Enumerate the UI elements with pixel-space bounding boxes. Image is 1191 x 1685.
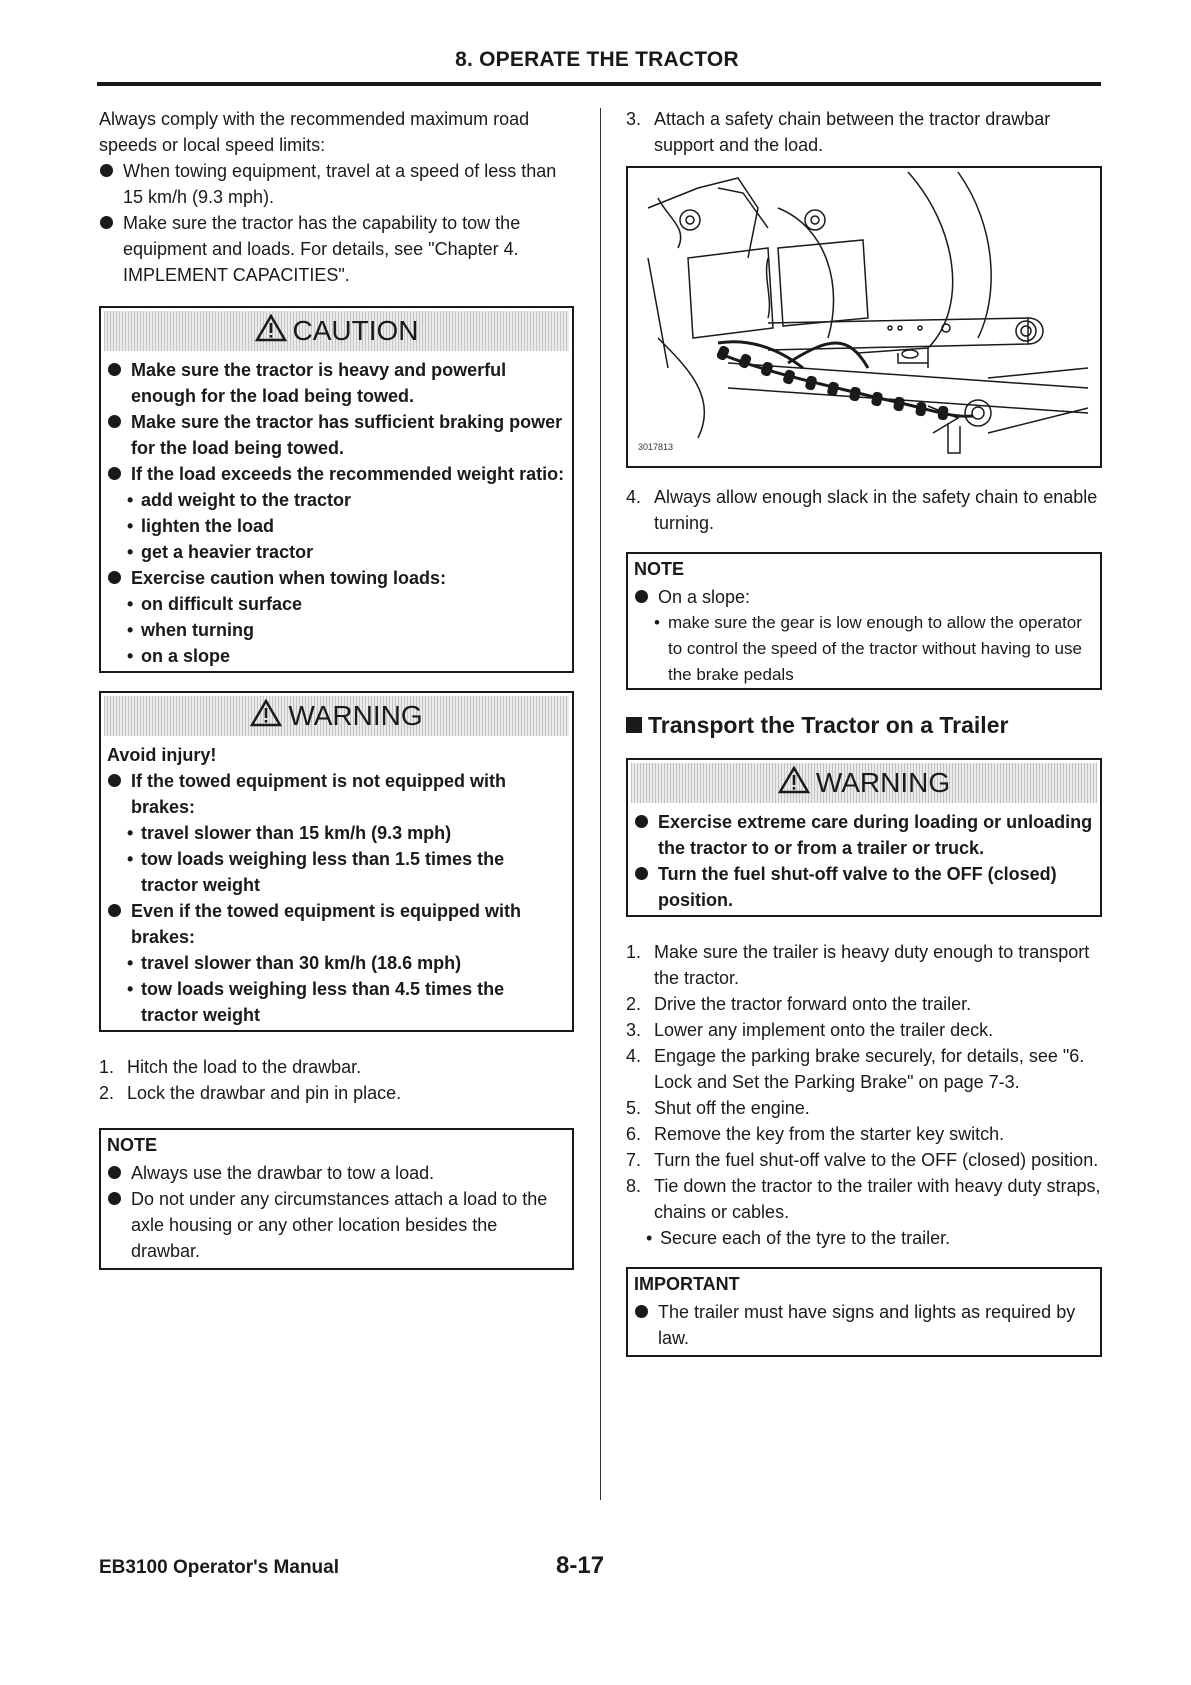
step-number: 5. bbox=[626, 1098, 642, 1118]
left-steps bbox=[99, 1054, 574, 1106]
important-bullet: The trailer must have signs and lights as required by law. bbox=[634, 1299, 1094, 1351]
warning-sub-item: • travel slower than 15 km/h (9.3 mph) bbox=[107, 820, 566, 846]
caution-header bbox=[104, 311, 569, 351]
step-item bbox=[626, 1147, 1102, 1173]
note-box bbox=[626, 552, 1102, 690]
step-text: Lock the drawbar and pin in place. bbox=[127, 1083, 402, 1103]
square-bullet-icon bbox=[626, 717, 642, 733]
right-steps bbox=[626, 939, 1102, 1251]
step-item bbox=[626, 1121, 1102, 1147]
section-heading bbox=[626, 710, 1102, 740]
intro-bullet: When towing equipment, travel at a speed of less than 15 km/h (9.3 mph). bbox=[99, 158, 574, 210]
warning-triangle-icon bbox=[250, 698, 282, 738]
warning-lead: Avoid injury! bbox=[107, 745, 217, 765]
caution-bullet: If the load exceeds the recommended weight ratio: bbox=[107, 461, 566, 487]
step-item bbox=[99, 1054, 574, 1080]
caution-bullet: Make sure the tractor is heavy and powerful enough for the load being towed. bbox=[107, 357, 566, 409]
important-title: IMPORTANT bbox=[634, 1274, 740, 1294]
step-item bbox=[626, 106, 1102, 158]
warning-bullet: Even if the towed equipment is equipped with brakes: bbox=[107, 898, 566, 950]
warning-box bbox=[626, 758, 1102, 917]
step-number: 7. bbox=[626, 1150, 642, 1170]
warning-header bbox=[104, 696, 569, 736]
caution-bullet: Make sure the tractor has sufficient braking power for the load being towed. bbox=[107, 409, 566, 461]
manual-name: EB3100 Operator's Manual bbox=[99, 1557, 339, 1578]
step-text: Hitch the load to the drawbar. bbox=[127, 1057, 362, 1077]
caution-bullet: Exercise caution when towing loads: bbox=[107, 565, 566, 591]
step-text: Turn the fuel shut-off valve to the OFF (closed) position. bbox=[654, 1150, 1099, 1170]
step-number: 3. bbox=[626, 1020, 642, 1040]
step-item bbox=[626, 1095, 1102, 1121]
warning-header bbox=[631, 763, 1097, 803]
warning-title: WARNING bbox=[815, 767, 951, 798]
note-title: NOTE bbox=[634, 559, 685, 579]
step-text: Drive the tractor forward onto the trailer. bbox=[654, 994, 972, 1014]
step-number: 1. bbox=[626, 942, 642, 962]
drawbar-chain-illustration bbox=[626, 166, 1102, 468]
step-text: Remove the key from the starter key switch. bbox=[654, 1124, 1005, 1144]
page-number: 8-17 bbox=[556, 1552, 605, 1579]
caution-sub-item: • lighten the load bbox=[107, 513, 566, 539]
warning-sub-item: • tow loads weighing less than 4.5 times the tractor weight bbox=[107, 976, 566, 1028]
step-number: 6. bbox=[626, 1124, 642, 1144]
step-text: Always allow enough slack in the safety chain to enable turning. bbox=[654, 487, 1098, 533]
step-text: Attach a safety chain between the tractor drawbar support and the load. bbox=[654, 109, 1051, 155]
caution-sub-item: • add weight to the tractor bbox=[107, 487, 566, 513]
warning-box bbox=[99, 691, 574, 1032]
step-number: 4. bbox=[626, 487, 642, 507]
caution-sub-item: • get a heavier tractor bbox=[107, 539, 566, 565]
note-title: NOTE bbox=[107, 1135, 158, 1155]
step-text: Make sure the trailer is heavy duty enough to transport the tractor. bbox=[654, 942, 1090, 988]
caution-sub-item: • on a slope bbox=[107, 643, 566, 669]
step-number: 3. bbox=[626, 109, 642, 129]
caution-title: CAUTION bbox=[292, 315, 419, 346]
step-number: 4. bbox=[626, 1046, 642, 1066]
important-box bbox=[626, 1267, 1102, 1357]
step-number: 2. bbox=[99, 1083, 115, 1103]
note-bullet: Do not under any circumstances attach a load to the axle housing or any other location besides the drawbar. bbox=[107, 1186, 566, 1264]
note-box bbox=[99, 1128, 574, 1270]
warning-title: WARNING bbox=[288, 700, 423, 731]
caution-sub-item: • on difficult surface bbox=[107, 591, 566, 617]
note-sub-item: • make sure the gear is low enough to allow the operator to control the speed of the tractor without having to use the brake pedals bbox=[634, 610, 1094, 688]
step-number: 1. bbox=[99, 1057, 115, 1077]
step-text: Shut off the engine. bbox=[654, 1098, 810, 1118]
warning-triangle-icon bbox=[255, 313, 287, 353]
step-sub-item: • Secure each of the tyre to the trailer. bbox=[626, 1225, 1102, 1251]
note-bullet: Always use the drawbar to tow a load. bbox=[107, 1160, 566, 1186]
warning-bullet: Exercise extreme care during loading or unloading the tractor to or from a trailer or truck. bbox=[634, 809, 1094, 861]
step-number: 2. bbox=[626, 994, 642, 1014]
caution-box bbox=[99, 306, 574, 673]
right-column bbox=[626, 106, 1102, 1357]
intro-text: Always comply with the recommended maximum road speeds or local speed limits: bbox=[99, 109, 530, 155]
step-item bbox=[626, 1017, 1102, 1043]
step-text: Tie down the tractor to the trailer with heavy duty straps, chains or cables. bbox=[654, 1176, 1101, 1222]
left-column bbox=[99, 106, 574, 1270]
step-number: 8. bbox=[626, 1176, 642, 1196]
warning-bullet: If the towed equipment is not equipped with brakes: bbox=[107, 768, 566, 820]
step-item bbox=[626, 939, 1102, 991]
drawbar-chain-drawing bbox=[628, 168, 1100, 466]
caution-sub-item: • when turning bbox=[107, 617, 566, 643]
step-item bbox=[99, 1080, 574, 1106]
column-divider bbox=[600, 108, 601, 1500]
note-bullet: On a slope: bbox=[634, 584, 1094, 610]
page-title: 8. OPERATE THE TRACTOR bbox=[455, 48, 739, 71]
step-item bbox=[626, 484, 1102, 536]
step-item bbox=[626, 1043, 1102, 1095]
header-rule bbox=[97, 82, 1101, 86]
warning-triangle-icon bbox=[778, 765, 810, 805]
step-text: Lower any implement onto the trailer deck. bbox=[654, 1020, 994, 1040]
intro-bullet: Make sure the tractor has the capability to tow the equipment and loads. For details, see "Chapter 4. IMPLEMENT CAPACITIES". bbox=[99, 210, 574, 288]
warning-sub-item: • tow loads weighing less than 1.5 times the tractor weight bbox=[107, 846, 566, 898]
warning-bullet: Turn the fuel shut-off valve to the OFF (closed) position. bbox=[634, 861, 1094, 913]
section-title: Transport the Tractor on a Trailer bbox=[648, 712, 1009, 738]
warning-sub-item: • travel slower than 30 km/h (18.6 mph) bbox=[107, 950, 566, 976]
step-item bbox=[626, 1173, 1102, 1225]
figure-code: 3017813 bbox=[638, 442, 674, 452]
step-text: Engage the parking brake securely, for details, see "6. Lock and Set the Parking Brake" on page 7-3. bbox=[654, 1046, 1085, 1092]
step-item bbox=[626, 991, 1102, 1017]
